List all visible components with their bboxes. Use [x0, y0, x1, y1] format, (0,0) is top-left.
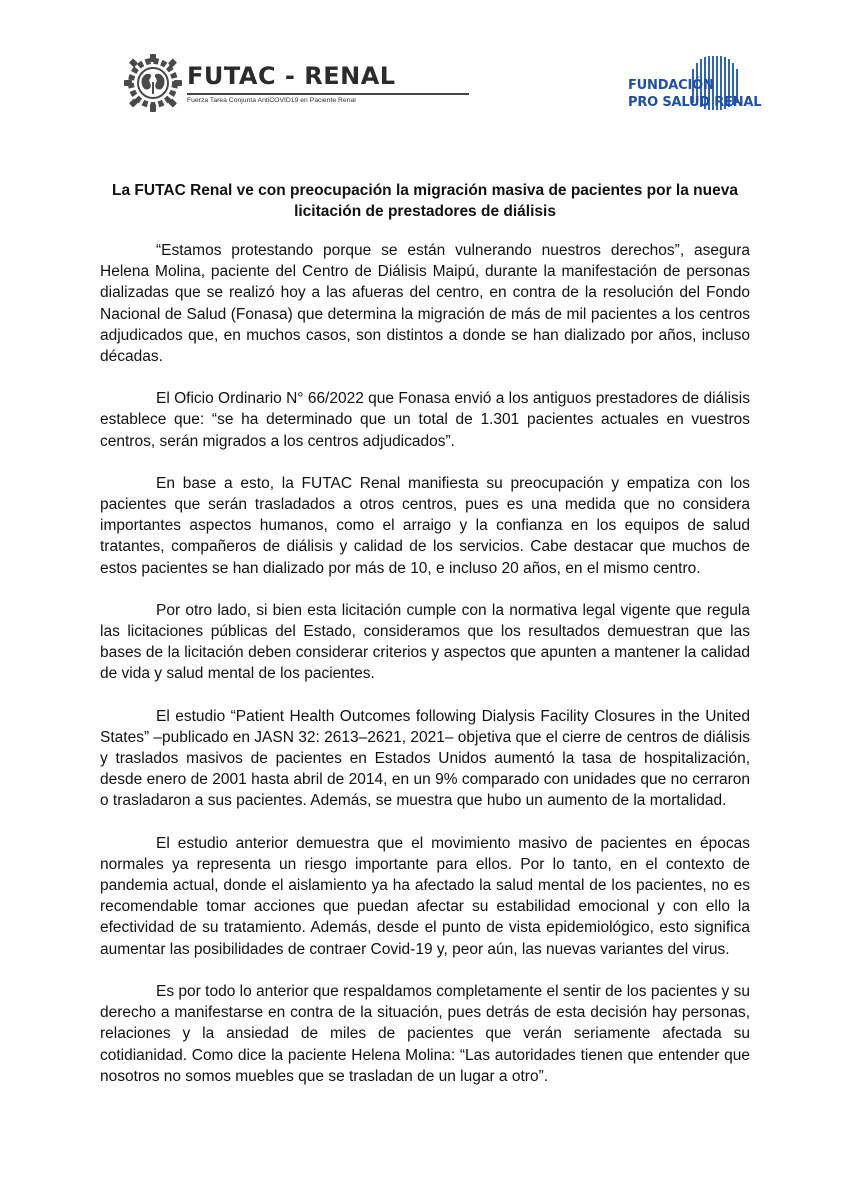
title-line-2: licitación de prestadores de diálisis: [294, 203, 556, 220]
logo-divider: [187, 93, 469, 95]
futac-renal-logo: [122, 52, 396, 114]
fundacion-pro-salud-renal-logo: [628, 55, 762, 119]
kidney-gear-icon: [122, 52, 184, 114]
futac-tagline: Fuerza Tarea Conjunta AntiCOVID19 en Paciente Renal: [187, 97, 356, 104]
paragraph-3: En base a esto, la FUTAC Renal manifiesta su preocupación y empatiza con los pacientes que serán trasladados a otros centros, pues es una medida que no considera importantes aspectos humanos, como el arraigo y la confianza en los equipos de salud tratantes, compañeros de diálisis y calidad de los servicios. Cabe destacar que muchos de estos pacientes se han dializado por más de 10, e incluso 20 años, en el mismo centro.: [100, 474, 750, 577]
paragraph-4: Por otro lado, si bien esta licitación cumple con la normativa legal vigente que regula las licitaciones públicas del Estado, consideramos que los resultados demuestran que las bases de la licitación deben considerar criterios y aspectos que apunten a mantener la calidad de vida y salud mental de los pacientes.: [100, 601, 750, 683]
paragraph-6: El estudio anterior demuestra que el movimiento masivo de pacientes en épocas normales ya representa un riesgo importante para ellos. Por lo tanto, en el contexto de pandemia actual, donde el aislamiento ya ha afectado la salud mental de los pacientes, no es recomendable tomar acciones que puedan afectar su estabilidad emocional y con ello la efectividad de su tratamiento. Además, desde el punto de vista epidemiológico, esto significa aumentar las posibilidades de contraer Covid-19 y, peor aún, las nuevas variantes del virus.: [100, 834, 750, 958]
fundacion-text: FUNDACIÓN: [628, 78, 714, 93]
futac-brand-text: FUTAC - RENAL: [187, 62, 396, 90]
pro-salud-renal-text: PRO SALUD RENAL: [628, 95, 762, 110]
paragraph-7: Es por todo lo anterior que respaldamos completamente el sentir de los pacientes y su derecho a manifestarse en contra de la situación, pues detrás de esta decisión hay personas, relaciones y la ansiedad de miles de pacientes que verán seriamente afectada su cotidianidad. Como dice la paciente Helena Molina: “Las autoridades tienen que entender que nosotros no somos muebles que se trasladan de un lugar a otro”.: [100, 982, 750, 1085]
paragraph-2: El Oficio Ordinario N° 66/2022 que Fonasa envió a los antiguos prestadores de diálisis establece que: “se ha determinado que un total de 1.301 pacientes actuales en vuestros centros, serán migrados a los centros adjudicados”.: [100, 390, 750, 450]
document-body: [100, 240, 750, 1108]
paragraph-5: El estudio “Patient Health Outcomes following Dialysis Facility Closures in the United States” –publicado en JASN 32: 2613–2621, 2021– objetiva que el cierre de centros de diálisis y traslados masivos de pacientes en Estados Unidos aumentó la tasa de hospitalización, desde enero de 2001 hasta abril de 2014, en un 9% comparado con unidades que no cerraron o trasladaron a sus pacientes. Además, se muestra que hubo un aumento de la mortalidad.: [100, 707, 750, 810]
paragraph-1: “Estamos protestando porque se están vulnerando nuestros derechos”, asegura Helena Molina, paciente del Centro de Diálisis Maipú, durante la manifestación de personas dializadas que se realizó hoy a las afueras del centro, en contra de la resolución del Fondo Nacional de Salud (Fonasa) que determina la migración de más de mil pacientes a los centros adjudicados que, en muchos casos, son distintos a donde se han dializado por años, incluso décadas.: [100, 242, 750, 366]
document-title: [100, 180, 750, 222]
title-line-1: La FUTAC Renal ve con preocupación la migración masiva de pacientes por la nueva: [112, 182, 738, 199]
